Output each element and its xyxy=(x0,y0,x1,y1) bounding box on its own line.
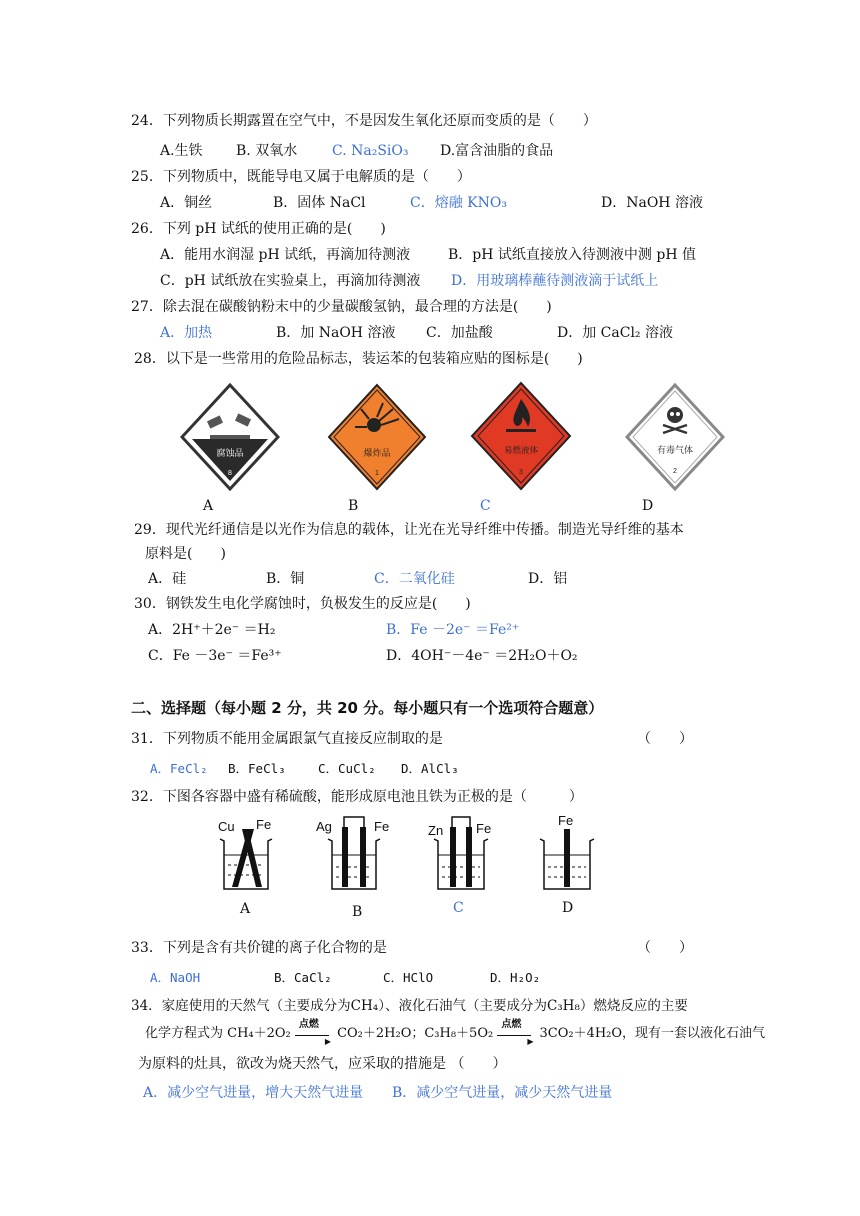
sign-number-toxic-gas: 2 xyxy=(673,468,677,475)
hazard-sign-explosive[interactable] xyxy=(327,383,427,491)
q30-option-d[interactable]: D．4OH⁻－4e⁻ ＝2H₂O＋O₂ xyxy=(386,648,578,664)
q34-stem-line1: 34．家庭使用的天然气（主要成分为CH₄）、液化石油气（主要成分为C₃H₈）燃烧反应的主要 xyxy=(131,998,688,1014)
q24-option-c[interactable]: C. Na₂SiO₃ xyxy=(332,143,409,159)
reaction-arrow-2: 点燃 ▶ xyxy=(497,1024,535,1044)
section-2-heading: 二、选择题（每小题 2 分，共 20 分。每小题只有一个选项符合题意） xyxy=(131,699,604,717)
q28-label-d: D xyxy=(642,498,654,514)
q34-stem-line3: 为原料的灶具，欲改为烧天然气，应采取的措施是 （ ） xyxy=(138,1056,507,1072)
beaker-b[interactable] xyxy=(314,815,394,895)
q31-option-a[interactable]: A．FeCl₂ xyxy=(150,761,208,776)
q31-option-c[interactable]: C．CuCl₂ xyxy=(318,761,376,776)
q27-option-a[interactable]: A．加热 xyxy=(160,325,213,341)
q33-option-d[interactable]: D．H₂O₂ xyxy=(490,970,541,985)
sign-number-corrosive: 8 xyxy=(228,470,232,477)
q26-option-a[interactable]: A．能用水润湿 pH 试纸，再滴加待测液 xyxy=(160,247,411,263)
q31-stem: 31．下列物质不能用金属跟氯气直接反应制取的是 xyxy=(131,731,443,747)
q33-bracket: （ ） xyxy=(637,940,693,956)
q34-eq-part3: 3CO₂＋4H₂O，现有一套以液化石油气 xyxy=(539,1026,766,1041)
q30-option-c[interactable]: C．Fe －3e⁻ ＝Fe³⁺ xyxy=(148,648,282,664)
hazard-sign-flammable-liquid[interactable] xyxy=(470,381,572,491)
sign-number-explosive: 1 xyxy=(375,470,379,477)
q25-option-a[interactable]: A．铜丝 xyxy=(160,195,213,211)
q25-option-b[interactable]: B．固体 NaCl xyxy=(273,195,366,211)
q25-option-c[interactable]: C．熔融 KNO₃ xyxy=(410,195,507,211)
q28-stem: 28．以下是一些常用的危险品标志，装运苯的包装箱应贴的图标是( ) xyxy=(134,351,583,367)
reaction-condition-1: 点燃 xyxy=(298,1019,319,1030)
reaction-condition-2: 点燃 xyxy=(501,1019,522,1030)
q24-stem: 24．下列物质长期露置在空气中，不是因发生氧化还原而变质的是（ ） xyxy=(131,113,597,129)
q32-label-b: B xyxy=(352,904,363,920)
beaker-c[interactable] xyxy=(422,815,502,895)
sign-label-flammable-liquid: 易燃液体 xyxy=(503,445,539,455)
electrode-label-fe-a: Fe xyxy=(256,817,272,832)
electrode-label-fe-d: Fe xyxy=(558,813,574,828)
q26-option-d[interactable]: D．用玻璃棒蘸待测液滴于试纸上 xyxy=(451,273,659,289)
q27-option-d[interactable]: D．加 CaCl₂ 溶液 xyxy=(557,325,673,341)
electrode-label-fe-c: Fe xyxy=(476,821,492,836)
q28-label-c: C xyxy=(480,498,491,514)
electrode-label-fe-b: Fe xyxy=(374,819,390,834)
q26-option-b[interactable]: B．pH 试纸直接放入待测液中测 pH 值 xyxy=(448,247,696,263)
q25-stem: 25．下列物质中，既能导电又属于电解质的是（ ） xyxy=(131,169,471,185)
hazard-sign-corrosive[interactable] xyxy=(180,383,280,491)
q33-option-a[interactable]: A．NaOH xyxy=(150,970,201,985)
q33-option-b[interactable]: B．CaCl₂ xyxy=(274,970,332,985)
q29-stem-line2: 原料是( ) xyxy=(145,546,226,562)
q29-stem-line1: 29．现代光纤通信是以光作为信息的载体，让光在光导纤维中传播。制造光导纤维的基本 xyxy=(134,522,684,538)
sign-label-corrosive: 腐蚀品 xyxy=(216,448,244,458)
q32-label-a: A xyxy=(240,901,251,917)
q26-stem: 26．下列 pH 试纸的使用正确的是( ) xyxy=(131,221,386,237)
sign-label-explosive: 爆炸品 xyxy=(363,448,391,458)
q24-option-b[interactable]: B. 双氧水 xyxy=(236,143,298,159)
q34-option-a[interactable]: A．减少空气进量，增大天然气进量 xyxy=(143,1085,364,1101)
q31-option-b[interactable]: B．FeCl₃ xyxy=(228,761,286,776)
q29-option-a[interactable]: A．硅 xyxy=(148,571,187,587)
q34-eq-part2: CO₂＋2H₂O；C₃H₈＋5O₂ xyxy=(337,1026,494,1041)
q29-option-c[interactable]: C．二氧化硅 xyxy=(374,571,455,587)
q31-bracket: （ ） xyxy=(637,731,693,747)
electrode-label-zn: Zn xyxy=(428,823,444,838)
q27-option-c[interactable]: C．加盐酸 xyxy=(426,325,493,341)
electrode-label-ag: Ag xyxy=(316,819,332,834)
q28-label-a: A xyxy=(203,498,214,514)
q27-stem: 27．除去混在碳酸钠粉末中的少量碳酸氢钠，最合理的方法是( ) xyxy=(131,299,552,315)
q31-option-d[interactable]: D．AlCl₃ xyxy=(401,761,459,776)
q32-label-c: C xyxy=(453,900,464,916)
q29-option-b[interactable]: B．铜 xyxy=(266,571,305,587)
q30-option-a[interactable]: A．2H⁺＋2e⁻ ＝H₂ xyxy=(148,622,276,638)
beaker-d[interactable] xyxy=(532,809,602,895)
sign-number-flammable-liquid: 3 xyxy=(519,469,523,476)
q32-label-d: D xyxy=(562,900,574,916)
q26-option-c[interactable]: C．pH 试纸放在实验桌上，再滴加待测液 xyxy=(160,273,421,289)
q24-option-d[interactable]: D.富含油脂的食品 xyxy=(440,143,554,159)
hazard-sign-toxic-gas[interactable] xyxy=(625,383,725,491)
electrode-label-cu: Cu xyxy=(218,819,235,834)
q34-eq-part1: 化学方程式为 CH₄＋2O₂ xyxy=(145,1026,291,1041)
q34-option-b[interactable]: B．减少空气进量，减少天然气进量 xyxy=(392,1085,613,1101)
q32-stem: 32．下图各容器中盛有稀硫酸，能形成原电池且铁为正极的是（ ） xyxy=(131,789,583,805)
q27-option-b[interactable]: B．加 NaOH 溶液 xyxy=(276,325,396,341)
q24-option-a[interactable]: A.生铁 xyxy=(160,143,203,159)
sign-label-toxic-gas: 有毒气体 xyxy=(656,445,694,455)
beaker-a[interactable] xyxy=(214,815,284,895)
q25-option-d[interactable]: D．NaOH 溶液 xyxy=(601,195,703,211)
q30-option-b[interactable]: B．Fe －2e⁻ ＝Fe²⁺ xyxy=(386,622,520,638)
reaction-arrow-1: 点燃 ▶ xyxy=(295,1024,333,1044)
q33-stem: 33．下列是含有共价键的离子化合物的是 xyxy=(131,940,387,956)
q28-label-b: B xyxy=(348,498,359,514)
q30-stem: 30．钢铁发生电化学腐蚀时，负极发生的反应是( ) xyxy=(134,596,471,612)
q34-equation-line xyxy=(145,1019,766,1046)
q29-option-d[interactable]: D．铝 xyxy=(528,571,568,587)
q33-option-c[interactable]: C．HClO xyxy=(383,970,434,985)
